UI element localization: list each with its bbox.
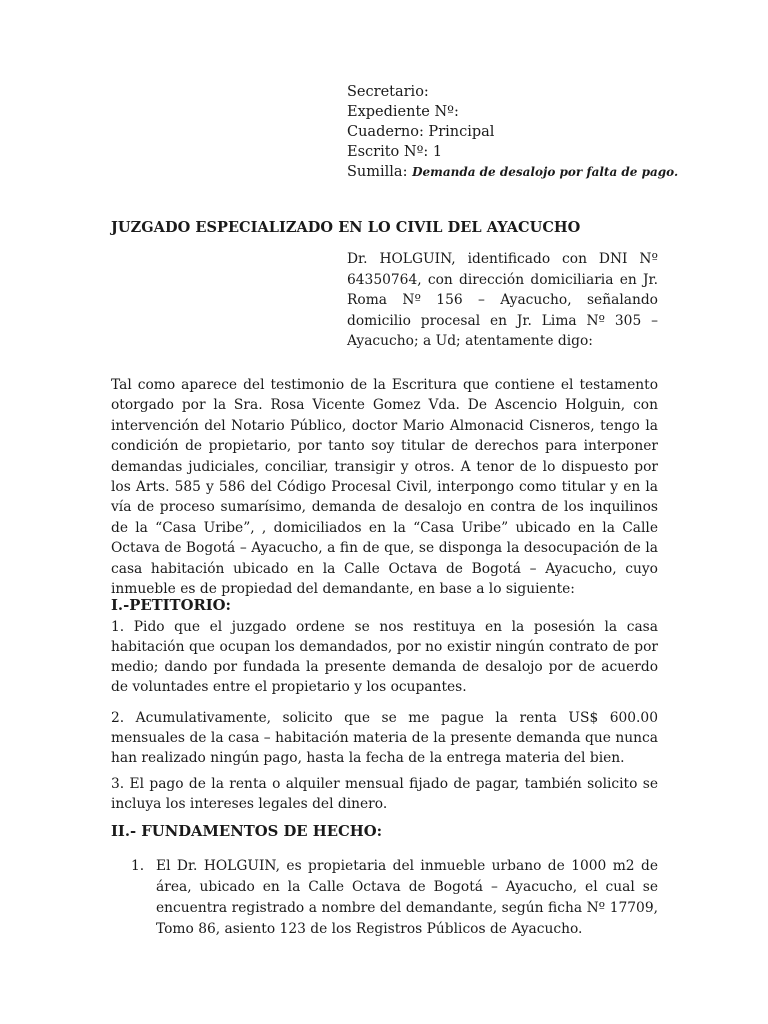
petitorio-heading: I.-PETITORIO: [111,597,232,614]
fact-number: 1. [131,858,145,874]
petitorio-item-3: 3. El pago de la renta o alquiler mensual fijado de pagar, también solicito se incluya los intereses legales del dinero. [111,776,658,812]
escrito-line: Escrito Nº: 1 [347,144,443,160]
expediente-line: Expediente Nº: [347,104,459,120]
sumilla-text: Demanda de desalojo por falta de pago. [412,165,679,179]
sumilla-line [347,162,677,182]
secretario-line: Secretario: [347,84,429,100]
fundamentos-heading: II.- FUNDAMENTOS DE HECHO: [111,823,383,840]
party-introduction: Dr. HOLGUIN, identificado con DNI Nº 64350764, con dirección domiciliaria en Jr. Roma Nº 156 – Ayacucho, señalando domicilio procesal en Jr. Lima Nº 305 – Ayacucho; a Ud; atentamente digo: [347,251,658,349]
cuaderno-line: Cuaderno: Principal [347,124,495,140]
case-header [347,82,677,182]
intro-paragraph: Tal como aparece del testimonio de la Escritura que contiene el testamento otorgado por la Sra. Rosa Vicente Gomez Vda. De Ascencio Holguin, con intervención del Notario Público, doctor Mario Almonacid Cisneros, tengo la condición de propietario, por tanto soy titular de derechos para interponer demandas judiciales, conciliar, transigir y otros. A tenor de lo dispuesto por los Arts. 585 y 586 del Código Procesal Civil, interpongo como titular y en la vía de proceso sumarísimo, demanda de desalojo en contra de los inquilinos de la “Casa Uribe”, , domiciliados en la “Casa Uribe” ubicado en la Calle Octava de Bogotá – Ayacucho, a fin de que, se disponga la desocupación de la casa habitación ubicado en la Calle Octava de Bogotá – Ayacucho, cuyo inmueble es de propiedad del demandante, en base a lo siguiente: [111,377,658,598]
fact-text: El Dr. HOLGUIN, es propietaria del inmueble urbano de 1000 m2 de área, ubicado en la Calle Octava de Bogotá – Ayacucho, el cual se encuentra registrado a nombre del demandante, según ficha Nº 17709, Tomo 86, asiento 123 de los Registros Públicos de Ayacucho. [156,858,658,937]
petitorio-item-2: 2. Acumulativamente, solicito que se me pague la renta US$ 600.00 mensuales de la casa – habitación materia de la presente demanda que nunca han realizado ningún pago, hasta la fecha de la entrega materia del bien. [111,710,658,766]
sumilla-label: Sumilla: [347,164,408,180]
fundamentos-list [131,856,658,940]
court-title: JUZGADO ESPECIALIZADO EN LO CIVIL DEL AYACUCHO [111,219,581,236]
petitorio-item-1: 1. Pido que el juzgado ordene se nos restituya en la posesión la casa habitación que ocupan los demandados, por no existir ningún contrato de por medio; dando por fundada la presente demanda de desalojo por de acuerdo de voluntades entre el propietario y los ocupantes. [111,619,658,695]
